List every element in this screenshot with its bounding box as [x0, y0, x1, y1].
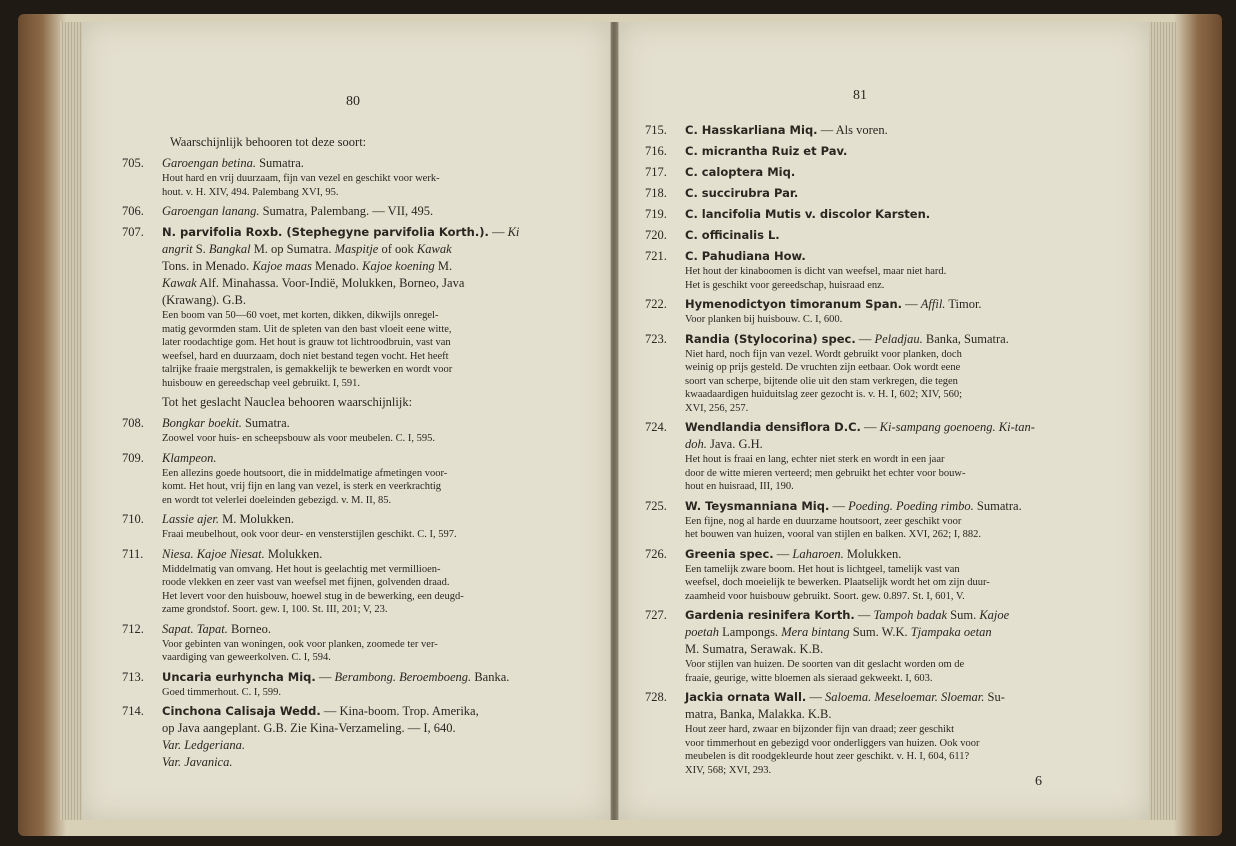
entry-description	[122, 309, 594, 390]
description-line: Voor gebinten van woningen, ook voor planken, zoomede ter ver-	[162, 638, 438, 650]
local-name: Garoengan betina.	[162, 156, 256, 170]
signature-mark: 6	[1035, 774, 1042, 789]
entry-text: —	[806, 690, 826, 704]
local-name: Affil.	[920, 297, 946, 311]
description-line: Hout hard en vrij duurzaam, fijn van vezel en geschikt voor werk-	[162, 173, 440, 184]
entry-heading-line	[122, 203, 594, 220]
species-name: C. succirubra Par.	[685, 186, 799, 200]
entry-heading-line	[645, 331, 1123, 348]
entry-text: M.	[434, 259, 453, 273]
left-page-number: 80	[346, 94, 360, 109]
right-page-number: 81	[853, 88, 867, 103]
description-line: Het levert voor den huisbouw, hoewel stug in de bewerking, een deugd-	[162, 590, 464, 602]
species-name: Wendlandia densiflora D.C.	[685, 420, 861, 434]
description-line: hout. v. H. XIV, 494. Palembang XVI, 95.	[162, 186, 339, 198]
description-line: Het hout is fraai en lang, echter niet sterk en wordt in een jaar	[685, 454, 945, 465]
page-edges-right	[1146, 22, 1176, 820]
description-line: het bouwen van huizen, vooral van stijlen en balken. XVI, 262; I, 882.	[685, 529, 981, 540]
entry-heading-line	[122, 754, 594, 771]
entry-heading-line	[122, 155, 594, 172]
entry-text: Timor.	[945, 297, 982, 311]
species-name: C. Hasskarliana Miq.	[685, 123, 818, 137]
species-name: W. Teysmanniana Miq.	[685, 498, 830, 513]
species-name: C. lancifolia Mutis v. discolor Karsten.	[685, 207, 931, 221]
description-line: weefsel, doch moeielijk te bewerken. Plaatselijk wordt het om zijn duur-	[685, 577, 990, 588]
entry-description	[122, 528, 594, 542]
entry-heading-line	[645, 641, 1123, 658]
entry-heading-line	[645, 546, 1123, 563]
entry-number: 726.	[645, 546, 667, 561]
catalog-entry	[645, 143, 1123, 160]
entry-heading-line	[122, 621, 594, 638]
entry-number: 721.	[645, 249, 667, 263]
catalog-entry	[122, 703, 594, 771]
entry-number: 713.	[122, 669, 144, 684]
page-edges-left	[60, 22, 84, 820]
catalog-entry	[645, 689, 1123, 777]
local-name: Sapat. Tapat.	[162, 621, 228, 636]
entry-heading-line	[122, 669, 594, 686]
entry-heading-line	[645, 143, 1123, 160]
description-line: Hout zeer hard, zwaar en bijzonder fijn van draad; zeer geschikt	[685, 724, 955, 735]
local-name: Ki-sampang goenoeng. Ki-tan-	[879, 420, 1035, 434]
entry-description	[122, 467, 594, 508]
species-name: C. officinalis L.	[685, 228, 780, 242]
entry-number: 708.	[122, 416, 144, 430]
entry-description	[122, 563, 594, 617]
description-line: Voor planken bij huisbouw. C. I, 600.	[685, 314, 843, 325]
right-page	[618, 22, 1149, 820]
left-intro: Waarschijnlijk behooren tot deze soort:	[170, 135, 367, 149]
entry-text: M. Molukken.	[218, 512, 294, 526]
right-page-content	[645, 118, 1123, 777]
description-line: Zoowel voor huis- en scheepsbouw als voor meubelen. C. I, 595.	[162, 433, 435, 444]
local-name: Kawak	[162, 276, 197, 290]
entry-text: —	[860, 420, 880, 434]
entry-text: M. op Sumatra.	[250, 242, 335, 256]
entry-description	[645, 313, 1123, 327]
entry-number: 710.	[122, 512, 144, 526]
local-name: Tjampaka oetan	[910, 625, 992, 639]
species-name: Cinchona Calisaja Wedd.	[162, 704, 321, 718]
catalog-entry	[122, 511, 594, 542]
entry-heading-line	[645, 436, 1123, 453]
entry-number: 717.	[645, 165, 667, 179]
entry-text: —	[902, 297, 921, 311]
entry-text: Lampongs.	[719, 625, 782, 639]
entry-heading-line	[122, 511, 594, 528]
description-line: Een fijne, nog al harde en duurzame houtsoort, zeer geschikt voor	[685, 515, 962, 527]
entry-heading-line	[645, 706, 1123, 723]
entry-number: 707.	[122, 225, 144, 239]
entry-text: —	[315, 669, 335, 684]
entry-text: Sumatra.	[973, 498, 1022, 513]
entry-heading-line	[122, 450, 594, 467]
catalog-entry	[645, 546, 1123, 604]
entry-heading-line	[645, 296, 1123, 313]
entry-heading-line	[122, 241, 594, 258]
entry-number: 711.	[122, 546, 144, 561]
catalog-entry	[645, 607, 1123, 685]
entry-heading-line	[122, 224, 594, 241]
description-line: kwaadaardigen huiduitslag zeer gezocht is. v. H. I, 602; XIV, 560;	[685, 389, 963, 400]
catalog-entry	[122, 621, 594, 665]
description-line: weefsel, hard en duurzaam, doch niet bestand tegen vocht. Het heeft	[162, 350, 449, 362]
entry-heading-line	[645, 206, 1123, 223]
entry-text: of ook	[378, 242, 417, 256]
entry-number: 722.	[645, 297, 667, 311]
description-line: Het hout der kinaboomen is dicht van weefsel, maar niet hard.	[685, 266, 947, 277]
description-line: Een allezins goede houtsoort, die in middelmatige afmetingen voor-	[162, 467, 448, 479]
entry-text: S.	[192, 242, 209, 256]
local-name: Klampeon.	[162, 450, 217, 465]
entry-text: —	[488, 225, 508, 239]
entry-heading-line	[645, 122, 1123, 139]
species-name: C. micrantha Ruiz et Pav.	[685, 144, 848, 158]
catalog-entry	[122, 546, 594, 617]
description-line: fraaie, geurige, witte bloemen als sieraad gekweekt. I, 603.	[685, 672, 933, 684]
entry-heading-line	[122, 703, 594, 720]
species-name: Uncaria eurhyncha Miq.	[162, 669, 316, 684]
entry-number: 709.	[122, 450, 144, 465]
catalog-entry	[645, 498, 1123, 542]
entry-text: Sumatra.	[241, 416, 290, 430]
catalog-entry	[645, 331, 1123, 416]
description-line: weinig op prijs gesteld. De vruchten zijn eetbaar. Ook wordt eene	[685, 362, 961, 373]
entry-text: Sum. W.K.	[849, 625, 911, 639]
local-name: Ki	[507, 225, 520, 239]
local-name: Peladjau.	[874, 331, 923, 346]
entry-heading-line	[122, 394, 594, 411]
entry-text: Banka.	[471, 669, 510, 684]
entry-heading-line	[645, 419, 1123, 436]
description-line: Voor stijlen van huizen. De soorten van dit geslacht worden om de	[685, 659, 965, 670]
entry-text: Borneo.	[227, 621, 271, 636]
entry-text: M. Sumatra, Serawak. K.B.	[685, 642, 824, 656]
entry-description	[645, 453, 1123, 494]
description-line: matig gevormden stam. Uit de spleten van den bast vloeit eene witte,	[162, 323, 452, 335]
catalog-entry	[645, 419, 1123, 494]
local-name: Saloema. Meseloemar. Sloemar.	[825, 690, 985, 704]
description-line: meubelen is dit roodgekleurde hout zeer geschikt. v. H. I, 604, 611?	[685, 751, 970, 762]
local-name: Var. Javanica.	[162, 755, 233, 769]
catalog-entry	[122, 450, 594, 508]
entry-text: —	[829, 498, 849, 513]
entry-text: Alf. Minahassa. Voor-Indië, Molukken, Borneo, Java	[196, 276, 465, 290]
entry-heading-line	[645, 498, 1123, 515]
local-name: Bangkal	[208, 242, 251, 256]
catalog-entry	[645, 227, 1123, 244]
entry-heading-line	[645, 248, 1123, 265]
local-name: Laharoen.	[792, 546, 844, 561]
entry-number: 723.	[645, 331, 667, 346]
entry-number: 728.	[645, 690, 667, 704]
description-line: door de witte mieren verteerd; men gebruikt het echter voor bouw-	[685, 467, 966, 479]
description-line: Een boom van 50—60 voet, met korten, dikken, dikwijls onregel-	[162, 310, 439, 321]
entry-heading-line	[645, 227, 1123, 244]
description-line: soort van scherpe, bijtende olie uit den stam verkregen, die tegen	[685, 375, 958, 387]
entry-description	[645, 658, 1123, 685]
local-name: Poeding. Poeding rimbo.	[848, 498, 974, 513]
catalog-entry	[122, 415, 594, 446]
entry-text: Sumatra, Palembang. — VII, 495.	[259, 204, 434, 218]
local-name: Niesa. Kajoe Niesat.	[162, 546, 265, 561]
entry-text: matra, Banka, Malakka. K.B.	[685, 707, 832, 721]
description-line: zame grondstof. Soort. gew. I, 100. St. III, 201; V, 23.	[162, 604, 388, 615]
species-name: Randia (Stylocorina) spec.	[685, 331, 856, 346]
entry-heading-line	[122, 546, 594, 563]
entry-heading-line	[122, 258, 594, 275]
right-entries	[645, 122, 1123, 777]
entry-description	[645, 515, 1123, 542]
entry-text: —	[773, 546, 793, 561]
local-name: Kajoe	[979, 608, 1010, 622]
description-line: Fraai meubelhout, ook voor deur- en vensterstijlen geschikt. C. I, 597.	[162, 529, 457, 540]
local-name: Maspitje	[334, 242, 379, 256]
local-name: Lassie ajer.	[162, 512, 219, 526]
description-line: XIV, 568; XVI, 293.	[685, 764, 772, 776]
local-name: Kawak	[416, 242, 452, 256]
entry-heading-line	[645, 185, 1123, 202]
left-entries	[122, 155, 594, 771]
description-line: voor timmerhout en gebezigd voor onderliggers van huizen. Ook voor	[685, 737, 980, 749]
entry-number: 716.	[645, 144, 667, 158]
entry-description	[122, 638, 594, 665]
entry-number: 719.	[645, 207, 667, 221]
entry-number: 727.	[645, 608, 667, 622]
entry-description	[645, 348, 1123, 416]
entry-number: 706.	[122, 204, 144, 218]
entry-description	[645, 723, 1123, 777]
entry-heading-line	[645, 164, 1123, 181]
description-line: huisbouw en gereedschap veel gebruikt. I, 591.	[162, 377, 360, 389]
catalog-entry	[645, 296, 1123, 327]
entry-text: Java. G.H.	[706, 437, 763, 451]
species-name: C. Pahudiana How.	[685, 249, 806, 263]
local-name: Kajoe koening	[362, 259, 435, 273]
entry-heading-line	[122, 415, 594, 432]
entry-heading-line	[122, 737, 594, 754]
description-line: zaamheid voor huisbouw gebruikt. Soort. gew. 0.897. St. I, 601, V.	[685, 590, 965, 602]
species-name: Hymenodictyon timoranum Span.	[685, 297, 903, 311]
description-line: hout en huisraad, III, 190.	[685, 481, 794, 492]
local-name: Tampoh badak	[873, 608, 948, 622]
entry-description	[645, 563, 1123, 604]
catalog-entry	[645, 248, 1123, 292]
entry-number: 712.	[122, 621, 144, 636]
description-line: en wordt tot velerlei doeleinden gebezigd. v. M. II, 85.	[162, 494, 392, 506]
entry-heading-line	[122, 275, 594, 292]
entry-text: Su-	[984, 690, 1005, 704]
description-line: komt. Het hout, vrij fijn en lang van vezel, is sterk en veerkrachtig	[162, 481, 442, 492]
local-name: angrit	[162, 242, 193, 256]
entry-description	[645, 265, 1123, 292]
catalog-entry	[645, 164, 1123, 181]
entry-text: (Krawang). G.B.	[162, 293, 247, 307]
catalog-entry	[122, 155, 594, 199]
catalog-entry	[122, 394, 594, 411]
local-name: Berambong. Beroemboeng.	[334, 669, 472, 684]
local-name: Var. Ledgeriana.	[162, 738, 245, 752]
entry-text: Molukken.	[264, 546, 323, 561]
entry-number: 725.	[645, 498, 667, 513]
entry-description	[122, 432, 594, 446]
entry-number: 720.	[645, 228, 667, 242]
local-name: poetah	[685, 625, 720, 639]
entry-number: 724.	[645, 420, 667, 434]
entry-text: Menado.	[311, 259, 363, 273]
species-name: C. caloptera Miq.	[685, 165, 796, 179]
entry-number: 714.	[122, 704, 144, 718]
entry-number: 715.	[645, 123, 667, 137]
species-name: N. parvifolia Roxb. (Stephegyne parvifolia Korth.).	[162, 225, 489, 239]
left-page-content	[122, 134, 594, 771]
entry-text: — Als voren.	[817, 123, 888, 137]
entry-text: Tot het geslacht Nauclea behooren waarschijnlijk:	[162, 395, 413, 409]
entry-description	[122, 686, 594, 700]
entry-text: — Kina-boom. Trop. Amerika,	[320, 704, 479, 718]
entry-description	[122, 172, 594, 199]
species-name: Gardenia resinifera Korth.	[685, 608, 855, 622]
entry-text: Tons. in Menado.	[162, 259, 253, 273]
description-line: later roodachtige gom. Het hout is grauw tot lichtroodbruin, vast van	[162, 337, 451, 348]
species-name: Greenia spec.	[685, 546, 774, 561]
entry-heading-line	[645, 607, 1123, 624]
description-line: roode vlekken en zeer vast van weefsel met fijnen, golvenden draad.	[162, 577, 450, 588]
description-line: vaardiging van geweerkolven. C. I, 594.	[162, 652, 331, 663]
description-line: Het is geschikt voor gereedschap, huisraad enz.	[685, 279, 885, 291]
catalog-entry	[122, 203, 594, 220]
left-page	[82, 22, 611, 820]
description-line: talrijke fraaie mergstralen, is gemakkelijk te bewerken en wordt voor	[162, 364, 453, 375]
description-line: Goed timmerhout. C. I, 599.	[162, 686, 281, 698]
local-name: Mera bintang	[781, 625, 850, 639]
entry-number: 705.	[122, 156, 144, 170]
species-name: Jackia ornata Wall.	[685, 690, 807, 704]
local-name: Bongkar boekit.	[162, 416, 242, 430]
entry-text: Molukken.	[843, 546, 902, 561]
catalog-entry	[645, 185, 1123, 202]
catalog-entry	[122, 669, 594, 700]
local-name: Kajoe maas	[252, 259, 312, 273]
entry-text: op Java aangeplant. G.B. Zie Kina-Verzameling. — I, 640.	[162, 721, 456, 735]
entry-heading-line	[122, 292, 594, 309]
description-line: Middelmatig van omvang. Het hout is geelachtig met vermillioen-	[162, 563, 441, 575]
description-line: XVI, 256, 257.	[685, 402, 749, 414]
description-line: Een tamelijk zware boom. Het hout is lichtgeel, tamelijk vast van	[685, 563, 960, 575]
local-name: doh.	[685, 437, 707, 451]
entry-text: Banka, Sumatra.	[922, 331, 1009, 346]
entry-text: —	[855, 331, 875, 346]
description-line: Niet hard, noch fijn van vezel. Wordt gebruikt voor planken, doch	[685, 348, 962, 360]
entry-heading-line	[645, 624, 1123, 641]
entry-text: Sum.	[947, 608, 980, 622]
entry-text: —	[854, 608, 874, 622]
entry-heading-line	[122, 720, 594, 737]
local-name: Garoengan lanang.	[162, 204, 260, 218]
entry-number: 718.	[645, 186, 667, 200]
entry-heading-line	[645, 689, 1123, 706]
entry-text: Sumatra.	[255, 156, 304, 170]
catalog-entry	[645, 122, 1123, 139]
catalog-entry	[122, 224, 594, 390]
catalog-entry	[645, 206, 1123, 223]
